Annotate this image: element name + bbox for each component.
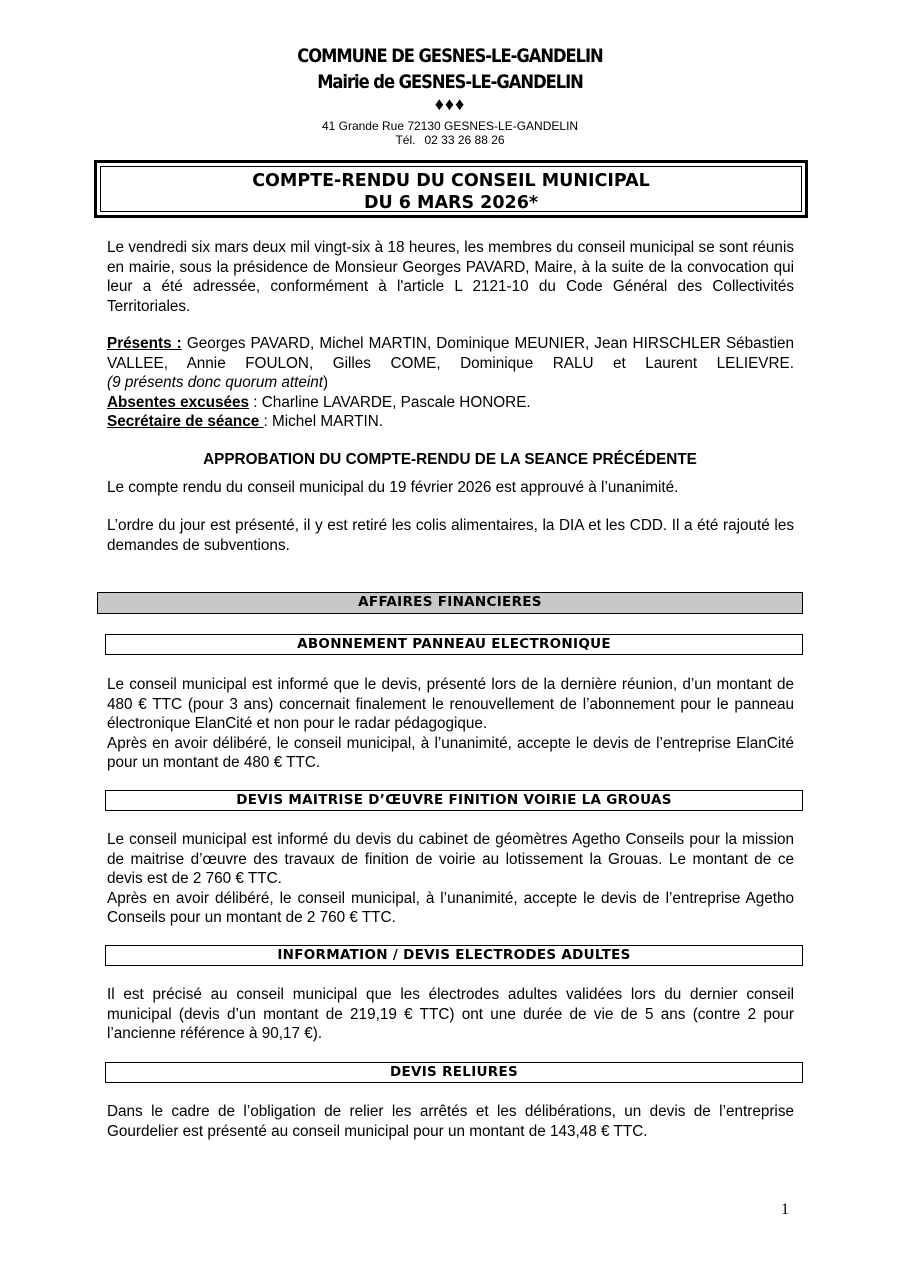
telephone <box>0 133 900 147</box>
item-reliures-p1: Dans le cadre de l’obligation de relier les arrêtés et les délibérations, un devis de l’entreprise Gourdelier est présenté au conseil municipal pour un montant de 143,48 € TTC. <box>107 1103 794 1140</box>
tel-number: 02 33 26 88 26 <box>424 133 505 147</box>
item-maitrise-p2: Après en avoir délibéré, le conseil municipal, à l’unanimité, accepte le devis de l’entreprise Agetho Conseils pour un montant de 2 760 € TTC. <box>107 889 794 926</box>
item-title-electrodes: INFORMATION / DEVIS ELECTRODES ADULTES <box>105 945 803 966</box>
absents-label: Absentes excusées <box>107 393 250 411</box>
title-frame <box>94 160 808 218</box>
diamond-ornament-icon: ♦♦♦ <box>434 94 466 114</box>
tel-label: Tél. <box>395 133 416 147</box>
item-abonnement-p2: Après en avoir délibéré, le conseil municipal, à l’unanimité, accepte le devis de l’entreprise ElanCité pour un montant de 480 € TTC. <box>107 734 794 771</box>
item-reliures-body <box>107 1102 794 1141</box>
item-maitrise-p1: Le conseil municipal est informé du devis du cabinet de géomètres Agetho Conseils pour la mission de maitrise d’œuvre des travaux de finition de voirie au lotissement la Grouas. Le montant de ce devis est de 2 760 € TTC. <box>107 831 794 887</box>
item-abonnement-body <box>107 675 794 773</box>
presents-label: Présents : <box>107 335 182 352</box>
secretaire-label: Secrétaire de séance <box>107 413 264 430</box>
secretaire-text: : Michel MARTIN. <box>263 413 384 430</box>
ordre-du-jour-text: L’ordre du jour est présenté, il y est retiré les colis alimentaires, la DIA et les CDD. Il a été rajouté les demandes de subventions. <box>107 517 794 554</box>
item-title-maitrise-oeuvre: DEVIS MAITRISE D’ŒUVRE FINITION VOIRIE LA GROUAS <box>105 790 803 811</box>
approbation-text: Le compte rendu du conseil municipal du 19 février 2026 est approuvé à l’unanimité. <box>107 479 679 496</box>
address: 41 Grande Rue 72130 GESNES-LE-GANDELIN <box>321 119 579 133</box>
item-title-reliures: DEVIS RELIURES <box>105 1062 803 1083</box>
item-maitrise-body <box>107 830 794 928</box>
item-title-abonnement: ABONNEMENT PANNEAU ELECTRONIQUE <box>105 634 803 655</box>
item-abonnement-p1: Le conseil municipal est informé que le devis, présenté lors de la dernière réunion, d’un montant de 480 € TTC (pour 3 ans) concernait finalement le renouvellement de l’abonnement pour le panneau électronique ElanCité et non pour le radar pédagogique. <box>107 676 794 732</box>
attendance-block <box>107 334 794 432</box>
intro-text: Le vendredi six mars deux mil vingt-six à 18 heures, les membres du conseil municipal se sont réunis en mairie, sous la présidence de Monsieur Georges PAVARD, Maire, à la suite de la convocation qui leur a été adressée, conformément à l'article L 2121-10 du Code Général des Collectivités Territoriales. <box>107 239 794 315</box>
absents-text: : Charline LAVARDE, Pascale HONORE. <box>249 393 531 411</box>
quorum-open: ( <box>107 374 113 391</box>
presents-text: Georges PAVARD, Michel MARTIN, Dominique MEUNIER, Jean HIRSCHLER Sébastien VALLEE, Annie FOULON, Gilles COME, Dominique RALU et Laurent LELIEVRE. <box>107 335 795 372</box>
section-affaires-financieres: AFFAIRES FINANCIERES <box>97 592 803 614</box>
item-electrodes-p1: Il est précisé au conseil municipal que les électrodes adultes validées lors du dernier conseil municipal (devis d’un montant de 219,19 € TTC) ont une durée de vie de 5 ans (contre 2 pour l’ancienne référence à 90,17 €). <box>107 986 794 1042</box>
approbation-title: APPROBATION DU COMPTE-RENDU DE LA SEANCE PRÉCÉDENTE <box>203 451 697 468</box>
mairie-title: Mairie de GESNES-LE-GANDELIN <box>317 71 583 93</box>
quorum-close: ) <box>323 374 329 391</box>
quorum-text: 9 présents donc quorum atteint <box>112 374 323 391</box>
document-title-line2: DU 6 MARS 2026* <box>363 193 539 213</box>
document-title-line1: COMPTE-RENDU DU CONSEIL MUNICIPAL <box>252 171 650 191</box>
item-electrodes-body <box>107 985 794 1044</box>
page-number: 1 <box>781 1201 789 1218</box>
commune-title: COMMUNE DE GESNES-LE-GANDELIN <box>297 45 603 67</box>
intro-paragraph <box>107 238 794 316</box>
